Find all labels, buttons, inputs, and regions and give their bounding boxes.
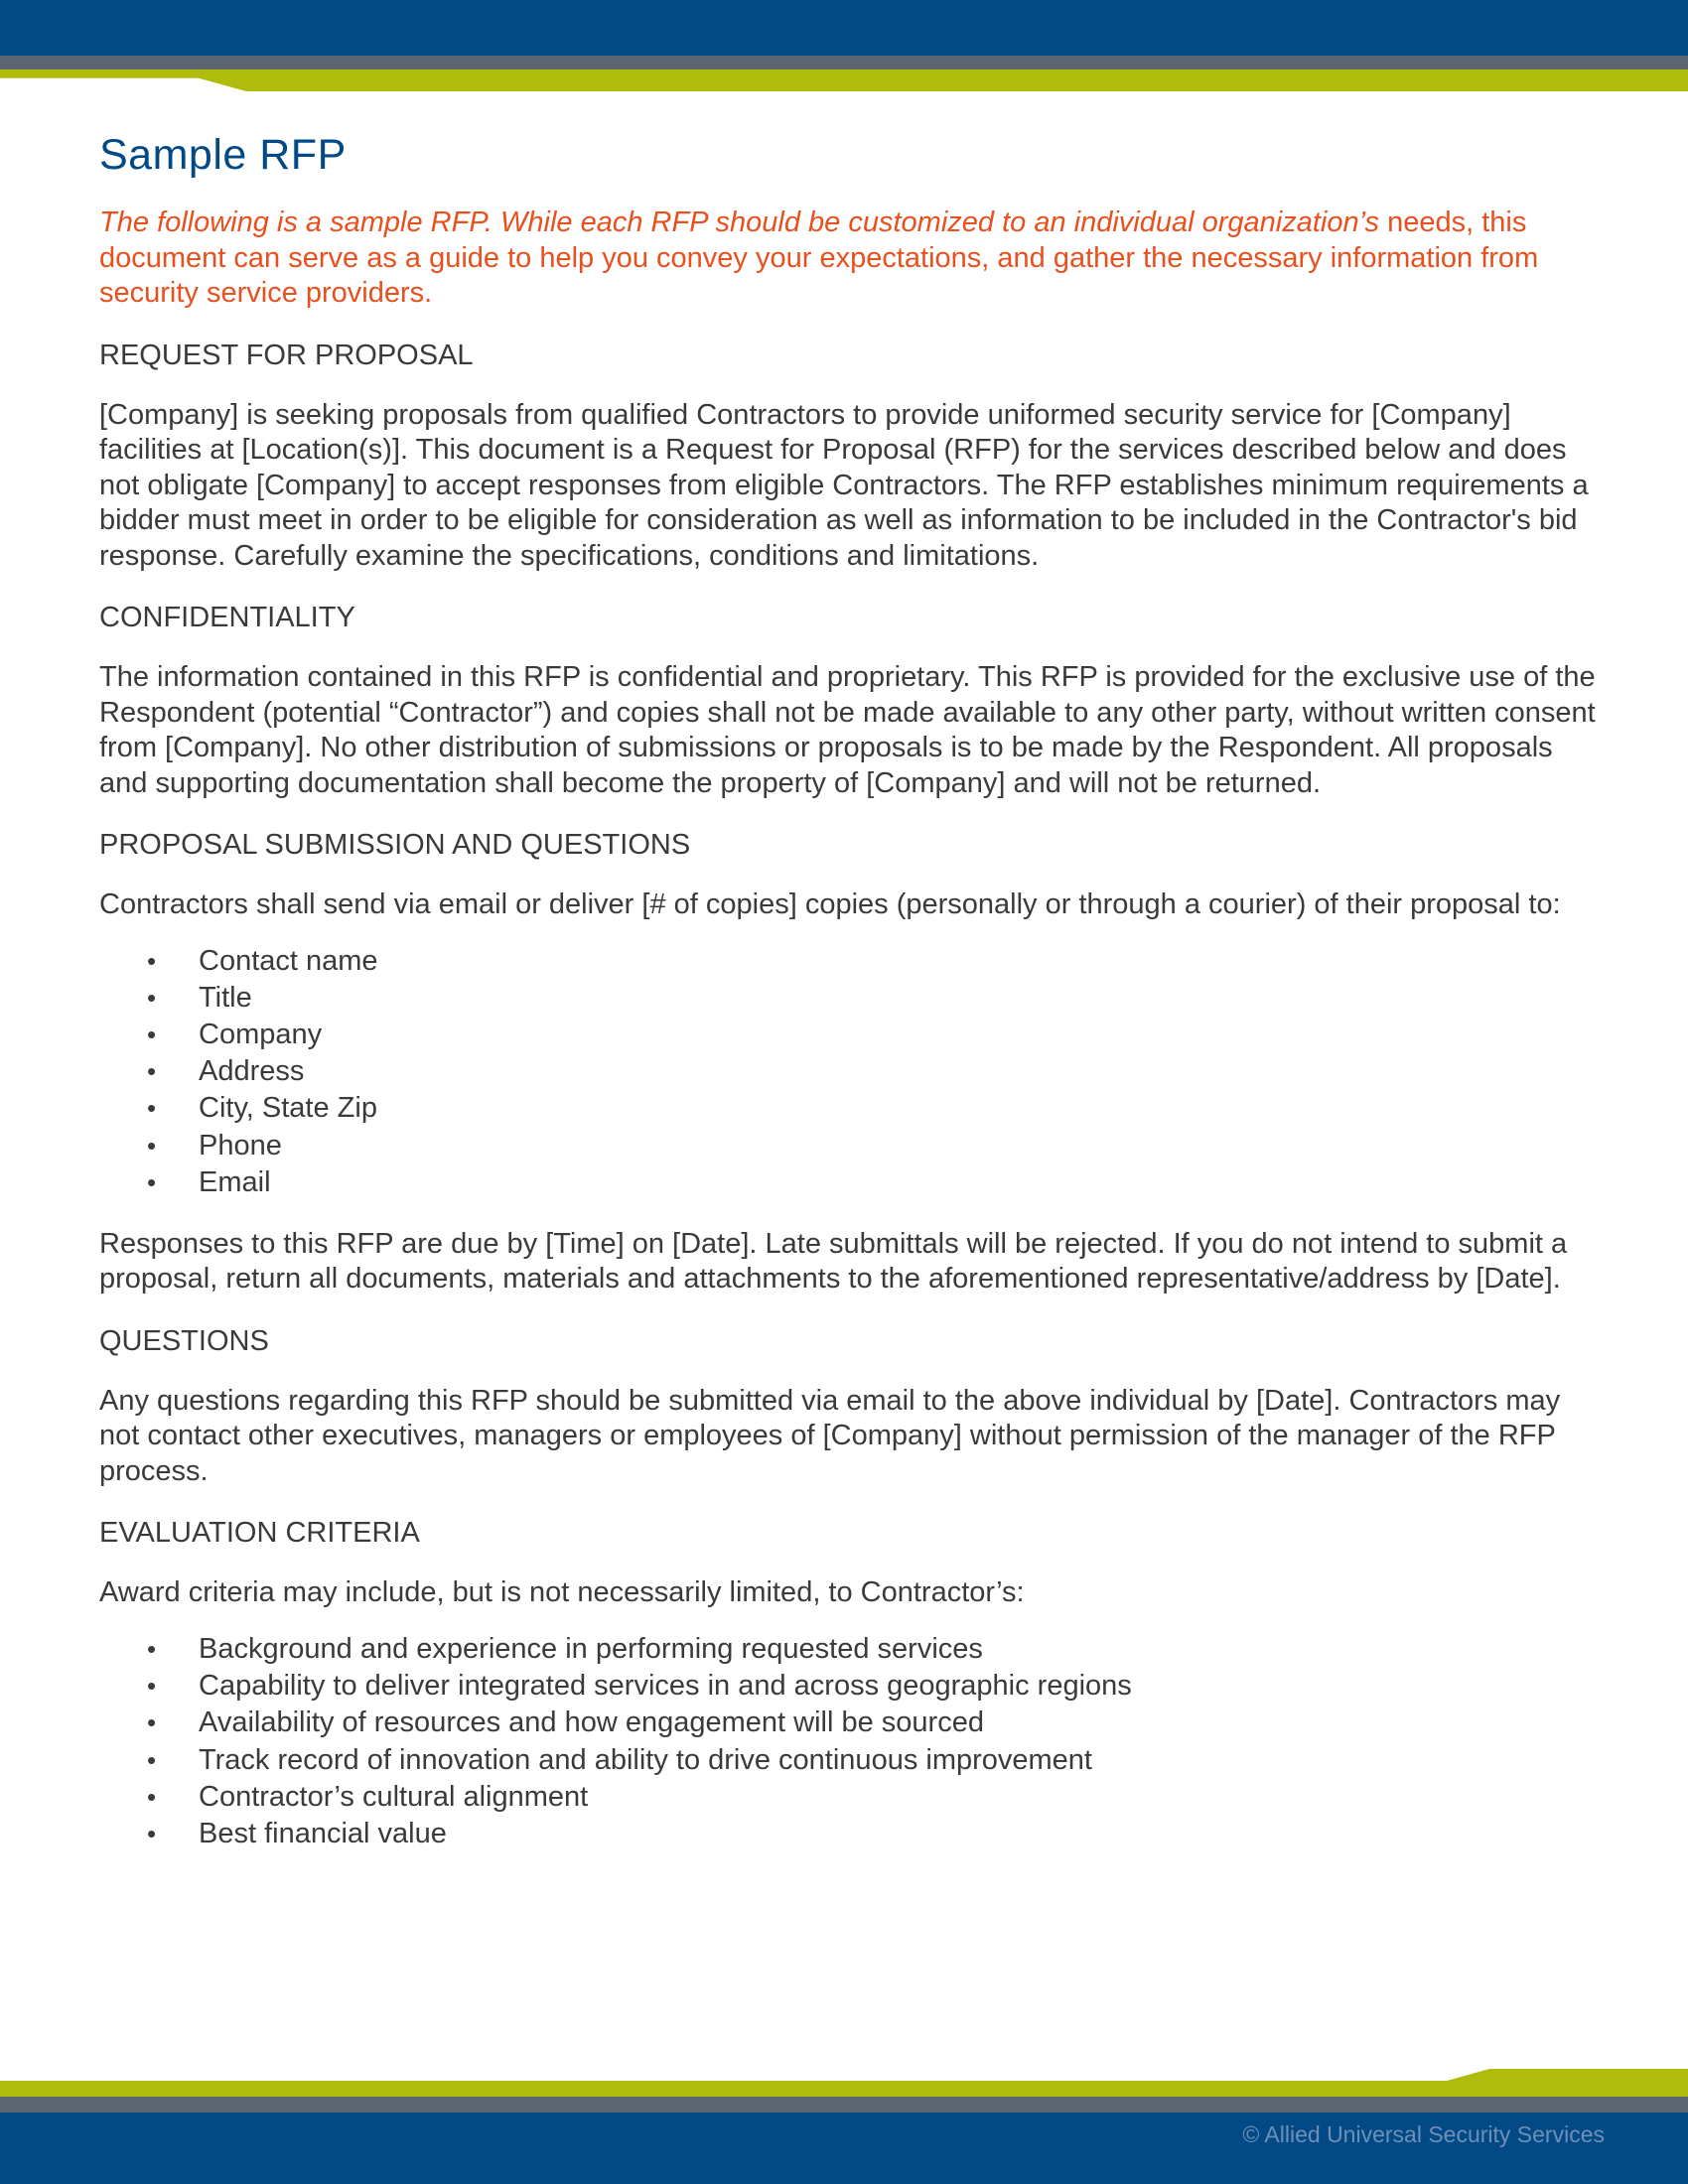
footer-copyright: © Allied Universal Security Services (1242, 2121, 1605, 2147)
list-item: • Phone (99, 1128, 1599, 1164)
footer-band-gray (0, 2097, 1688, 2113)
list-item: • Best financial value (99, 1816, 1599, 1852)
list-item: • Contractor’s cultural alignment (99, 1779, 1599, 1816)
intro-rest: needs, this document can serve as a guide to help you convey your expectations, and gather the necessary information from security service providers. (99, 206, 1539, 309)
section-paragraph-submission: Contractors shall send via email or deliver [# of copies] copies (personally or through a courier) of their proposal to: (99, 888, 1561, 920)
list-item: • Availability of resources and how engagement will be sourced (99, 1705, 1599, 1741)
footer-band-green (0, 2081, 1688, 2097)
section-paragraph-rfp: [Company] is seeking proposals from qualified Contractors to provide uniformed security service for [Company] facilities at [Location(s)]. This document is a Request for Proposal (RFP) for the services described below and does not obligate [Company] to accept responses from eligible Contractors. The RFP establishes minimum requirements a bidder must meet in order to be eligible for consideration as well as information to be included in the Contractor's bid response. Carefully examine the specifications, conditions and limitations. (99, 398, 1589, 572)
criteria-list (99, 1631, 1599, 1852)
list-item: • City, State Zip (99, 1090, 1599, 1127)
list-item: • Company (99, 1017, 1599, 1053)
page-title: Sample RFP (99, 131, 347, 179)
section-paragraph-deadline: Responses to this RFP are due by [Time] on [Date]. Late submittals will be rejected. If you do not intend to submit a proposal, return all documents, materials and attachments to the aforementioned representative/address by [Date]. (99, 1227, 1568, 1296)
list-item: • Title (99, 980, 1599, 1017)
header-band-green-tab (0, 69, 248, 97)
intro-italic: The following is a sample RFP. While each RFP should be customized to an individual organization’s (99, 206, 1380, 238)
intro-paragraph (99, 205, 1599, 312)
document-body (99, 131, 1599, 1878)
contact-list (99, 943, 1599, 1201)
list-item: • Track record of innovation and ability to drive continuous improvement (99, 1742, 1599, 1779)
list-item: • Capability to deliver integrated services in and across geographic regions (99, 1668, 1599, 1705)
list-item: • Contact name (99, 943, 1599, 980)
section-heading-rfp: REQUEST FOR PROPOSAL (99, 339, 474, 371)
section-paragraph-confidentiality: The information contained in this RFP is confidential and proprietary. This RFP is provided for the exclusive use of the Respondent (potential “Contractor”) and copies shall not be made available to any other party, without written consent from [Company]. No other distribution of submissions or proposals is to be made by the Respondent. All proposals and supporting documentation shall become the property of [Company] and will not be returned. (99, 661, 1596, 799)
section-heading-evaluation: EVALUATION CRITERIA (99, 1517, 420, 1550)
section-paragraph-evaluation: Award criteria may include, but is not necessarily limited, to Contractor’s: (99, 1576, 1025, 1609)
section-heading-submission: PROPOSAL SUBMISSION AND QUESTIONS (99, 829, 691, 861)
list-item: • Background and experience in performing requested services (99, 1631, 1599, 1668)
list-item: • Address (99, 1053, 1599, 1090)
header-band-green (0, 69, 1688, 91)
section-heading-questions: QUESTIONS (99, 1324, 269, 1357)
section-paragraph-questions: Any questions regarding this RFP should be submitted via email to the above individual by [Date]. Contractors may not contact other executives, managers or employees of [Company] without permission of the manager of the RFP process. (99, 1384, 1561, 1487)
section-heading-confidentiality: CONFIDENTIALITY (99, 602, 355, 633)
list-item: • Email (99, 1164, 1599, 1201)
header-band-gray (0, 56, 1688, 69)
header-band-blue (0, 0, 1688, 56)
